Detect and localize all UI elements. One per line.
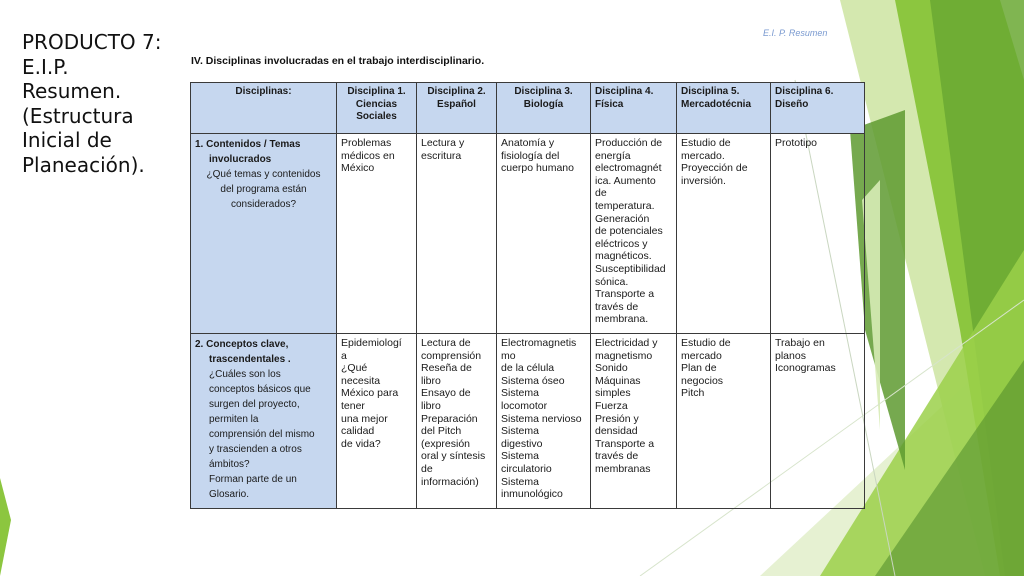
- row-label-conceptos: [191, 334, 337, 509]
- table-cell: Electricidad y magnetismo Sonido Máquinas simples Fuerza Presión y densidad Transporte a través de membranas: [591, 334, 677, 509]
- table-header-row: [191, 83, 865, 134]
- left-green-tab: [0, 0, 12, 576]
- header-disciplina-2: Disciplina 2. Español: [417, 83, 497, 134]
- disciplines-table: [190, 82, 865, 509]
- slide-title: PRODUCTO 7: E.I.P. Resumen. (Estructura Inicial de Planeación).: [22, 30, 162, 177]
- header-disciplina-4: Disciplina 4. Física: [591, 83, 677, 134]
- table-cell: Lectura de comprensión Reseña de libro Ensayo de libro Preparación del Pitch (expresión oral y síntesis de información): [417, 334, 497, 509]
- table-cell: Prototipo: [771, 134, 865, 334]
- header-disciplina-1: Disciplina 1. Ciencias Sociales: [337, 83, 417, 134]
- table-cell: Epidemiologí a ¿Qué necesita México para tener una mejor calidad de vida?: [337, 334, 417, 509]
- row-label-title-2: involucrados: [209, 154, 272, 165]
- table-row: [191, 334, 865, 509]
- table-cell: Producción de energía electromagnét ica. Aumento de temperatura. Generación de potenciales eléctricos y magnéticos. Susceptibilidad sónica. Transporte a través de membrana.: [591, 134, 677, 334]
- row-label-title-2: trascendentales .: [209, 354, 291, 365]
- row-label-question: ¿Qué temas y contenidos del programa están considerados?: [206, 169, 321, 210]
- table-cell: Lectura y escritura: [417, 134, 497, 334]
- section-heading: IV. Disciplinas involucradas en el trabajo interdisciplinario.: [191, 55, 485, 67]
- row-label-title: 2. Conceptos clave,: [195, 339, 289, 350]
- row-label-contenidos: [191, 134, 337, 334]
- table-cell: Electromagnetis mo de la célula Sistema óseo Sistema locomotor Sistema nervioso Sistema digestivo Sistema circulatorio Sistema inmunológico: [497, 334, 591, 509]
- header-disciplina-6: Disciplina 6. Diseño: [771, 83, 865, 134]
- header-disciplinas: Disciplinas:: [191, 83, 337, 134]
- table-cell: Estudio de mercado Plan de negocios Pitch: [677, 334, 771, 509]
- header-disciplina-5: Disciplina 5. Mercadotécnia: [677, 83, 771, 134]
- header-disciplina-3: Disciplina 3. Biología: [497, 83, 591, 134]
- table-cell: Anatomía y fisiología del cuerpo humano: [497, 134, 591, 334]
- row-label-question: ¿Cuáles son los conceptos básicos que surgen del proyecto, permiten la comprensión del mismo y trascienden a otros ámbitos? Forman parte de un Glosario.: [209, 369, 315, 500]
- table-cell: Problemas médicos en México: [337, 134, 417, 334]
- row-label-title: 1. Contenidos / Temas: [195, 139, 301, 150]
- table-cell: Estudio de mercado. Proyección de inversión.: [677, 134, 771, 334]
- table-row: [191, 134, 865, 334]
- header-note: E.I. P. Resumen: [763, 28, 828, 38]
- table-cell: Trabajo en planos Iconogramas: [771, 334, 865, 509]
